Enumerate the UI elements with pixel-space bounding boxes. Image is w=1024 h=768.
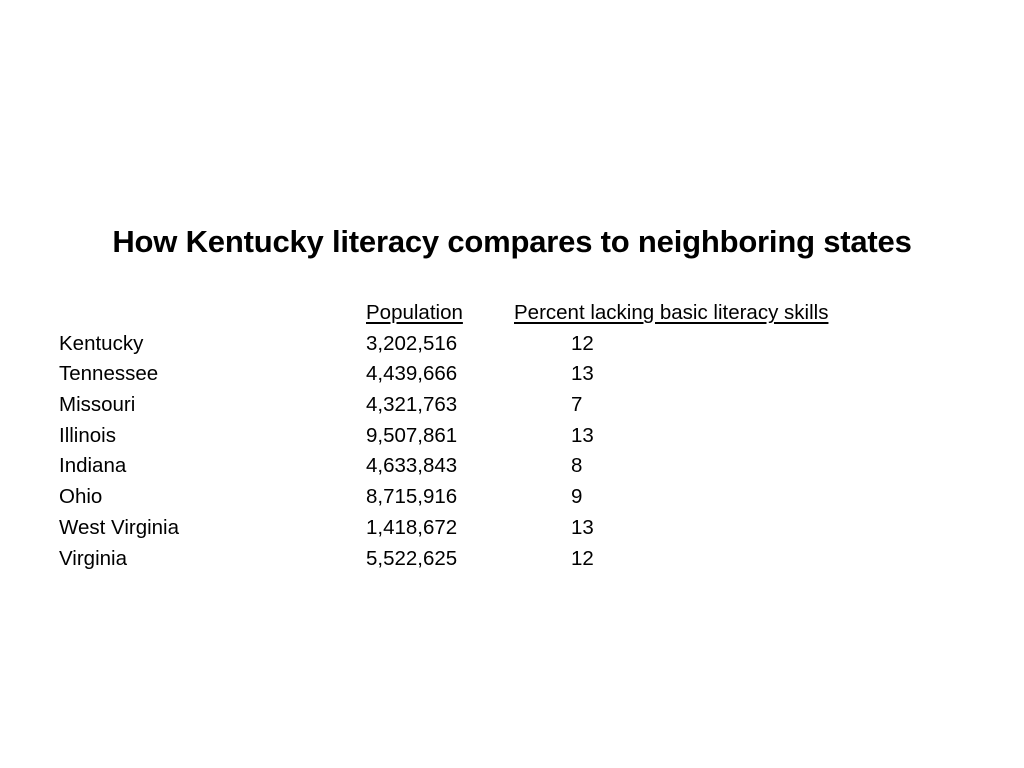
table-row [59, 544, 959, 575]
state-name: Kentucky [59, 331, 144, 355]
table-row [59, 513, 959, 544]
state-name: Missouri [59, 393, 136, 417]
percent-value: 13 [571, 423, 594, 447]
table-row [59, 329, 959, 360]
table-row [59, 421, 959, 452]
population-value: 4,439,666 [366, 362, 458, 386]
population-value: 8,715,916 [366, 485, 458, 509]
percent-value: 8 [571, 454, 583, 478]
table-row [59, 390, 959, 421]
population-value: 4,633,843 [366, 454, 458, 478]
table-header-row [59, 298, 959, 329]
table-row [59, 482, 959, 513]
percent-value: 12 [571, 546, 594, 570]
percent-value: 9 [571, 485, 583, 509]
population-value: 5,522,625 [366, 546, 458, 570]
table-row [59, 451, 959, 482]
slide-title: How Kentucky literacy compares to neighboring states [112, 224, 912, 259]
literacy-table [59, 298, 959, 574]
population-value: 4,321,763 [366, 393, 458, 417]
state-name: Indiana [59, 454, 127, 478]
population-value: 9,507,861 [366, 423, 458, 447]
state-name: Virginia [59, 546, 127, 570]
state-name: Illinois [59, 423, 116, 447]
population-value: 3,202,516 [366, 331, 458, 355]
percent-value: 13 [571, 362, 594, 386]
percent-value: 7 [571, 393, 583, 417]
header-population: Population [366, 301, 463, 324]
percent-value: 13 [571, 515, 594, 539]
state-name: Ohio [59, 485, 103, 509]
percent-value: 12 [571, 331, 594, 355]
header-percent-lacking: Percent lacking basic literacy skills [514, 301, 829, 324]
population-value: 1,418,672 [366, 515, 458, 539]
table-row [59, 359, 959, 390]
state-name: Tennessee [59, 362, 159, 386]
state-name: West Virginia [59, 515, 180, 539]
